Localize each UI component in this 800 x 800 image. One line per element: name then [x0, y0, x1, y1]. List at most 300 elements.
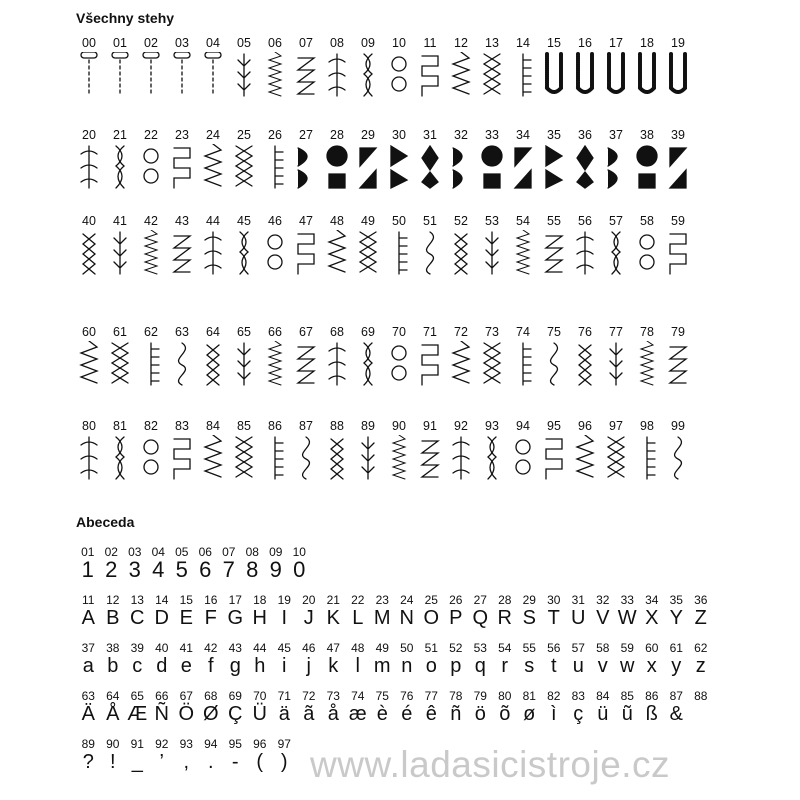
stitch-number: 56 [578, 214, 592, 228]
stitch-number: 91 [423, 419, 437, 433]
stitch-item [107, 36, 138, 96]
stitch-pattern-icon [635, 52, 659, 98]
stitch-number: 99 [671, 419, 685, 433]
stitch-number: 13 [485, 36, 499, 50]
alphabet-item [248, 690, 273, 725]
stitch-number: 32 [454, 128, 468, 142]
stitch-pattern-icon [604, 144, 628, 190]
alphabet-number: 48 [351, 641, 365, 655]
alphabet-glyph: ) [280, 751, 288, 773]
stitch-pattern-icon [232, 435, 256, 481]
alphabet-number: 83 [571, 689, 585, 703]
alphabet-number: 96 [253, 737, 267, 751]
stitch-item [324, 325, 355, 385]
alphabet-glyph: 8 [246, 557, 259, 582]
alphabet-item [76, 594, 101, 629]
alphabet-item [444, 594, 469, 629]
alphabet-item [150, 642, 175, 677]
alphabet-item [468, 594, 493, 629]
stitch-pattern-icon [356, 230, 380, 276]
stitch-item [355, 36, 386, 96]
stitch-item [324, 419, 355, 479]
alphabet-glyph: C [130, 607, 145, 629]
alphabet-number: 45 [277, 641, 291, 655]
alphabet-item [468, 690, 493, 725]
stitch-number: 72 [454, 325, 468, 339]
stitch-pattern-icon [77, 144, 101, 190]
alphabet-item [591, 642, 616, 677]
stitch-number: 44 [206, 214, 220, 228]
stitch-item [324, 214, 355, 274]
alphabet-number: 72 [302, 689, 316, 703]
stitch-pattern-icon [356, 144, 380, 190]
alphabet-item [248, 642, 273, 677]
stitch-pattern-icon [635, 341, 659, 387]
alphabet-number: 63 [81, 689, 95, 703]
alphabet-item [640, 594, 665, 629]
stitch-pattern-icon [170, 435, 194, 481]
stitch-item [603, 214, 634, 274]
stitch-pattern-icon [387, 144, 411, 190]
alphabet-glyph: N [399, 607, 414, 629]
alphabet-item [444, 642, 469, 677]
alphabet-number: 68 [204, 689, 218, 703]
alphabet-glyph: I [281, 607, 288, 629]
alphabet-item [76, 690, 101, 725]
alphabet-item [125, 642, 150, 677]
alphabet-glyph: Æ [127, 703, 148, 725]
alphabet-glyph: Q [472, 607, 489, 629]
alphabet-item [125, 738, 150, 773]
stitch-number: 22 [144, 128, 158, 142]
stitch-item [324, 128, 355, 188]
stitch-number: 86 [268, 419, 282, 433]
stitch-pattern-icon [263, 144, 287, 190]
stitches-heading: Všechny stehy [76, 10, 175, 26]
stitch-item [262, 128, 293, 188]
alphabet-glyph: k [328, 655, 339, 677]
stitch-pattern-icon [356, 52, 380, 98]
stitch-number: 58 [640, 214, 654, 228]
stitch-item [138, 419, 169, 479]
alphabet-glyph: ä [278, 703, 290, 725]
stitch-number: 34 [516, 128, 530, 142]
alphabet-item [272, 690, 297, 725]
stitch-number: 28 [330, 128, 344, 142]
stitch-item [541, 214, 572, 274]
stitch-item [293, 325, 324, 385]
alphabet-number: 66 [155, 689, 169, 703]
alphabet-item [615, 642, 640, 677]
alphabet-number: 39 [130, 641, 144, 655]
alphabet-number: 35 [669, 593, 683, 607]
stitch-number: 09 [361, 36, 375, 50]
alphabet-number: 71 [277, 689, 291, 703]
alphabet-glyph: ã [303, 703, 315, 725]
alphabet-item [123, 546, 147, 581]
stitch-item [169, 128, 200, 188]
stitch-pattern-icon [139, 341, 163, 387]
alphabet-item [272, 594, 297, 629]
stitch-item [510, 214, 541, 274]
alphabet-glyph: é [401, 703, 413, 725]
stitch-number: 61 [113, 325, 127, 339]
stitch-number: 93 [485, 419, 499, 433]
stitch-pattern-icon [294, 341, 318, 387]
stitch-pattern-icon [108, 341, 132, 387]
stitch-pattern-icon [635, 230, 659, 276]
alphabet-number: 49 [375, 641, 389, 655]
alphabet-glyph: - [231, 751, 239, 773]
watermark: www.ladasicistroje.cz [310, 744, 671, 785]
stitch-item [231, 36, 262, 96]
stitch-pattern-icon [573, 230, 597, 276]
alphabet-number: 04 [151, 545, 165, 559]
stitch-item [169, 36, 200, 96]
stitch-item [293, 36, 324, 96]
alphabet-heading: Abeceda [76, 514, 135, 530]
stitch-pattern-icon [480, 435, 504, 481]
stitch-item [231, 128, 262, 188]
alphabet-glyph: G [227, 607, 244, 629]
stitch-number: 30 [392, 128, 406, 142]
stitch-number: 97 [609, 419, 623, 433]
alphabet-number: 33 [620, 593, 634, 607]
alphabet-item [264, 546, 288, 581]
stitch-number: 75 [547, 325, 561, 339]
alphabet-glyph: M [373, 607, 391, 629]
stitch-pattern-icon [201, 435, 225, 481]
alphabet-glyph: z [695, 655, 706, 677]
stitch-item [386, 214, 417, 274]
stitch-number: 52 [454, 214, 468, 228]
alphabet-item [199, 642, 224, 677]
alphabet-item [101, 642, 126, 677]
alphabet-glyph: n [401, 655, 413, 677]
alphabet-glyph: q [474, 655, 486, 677]
stitch-pattern-icon [294, 230, 318, 276]
stitch-number: 18 [640, 36, 654, 50]
stitch-number: 62 [144, 325, 158, 339]
stitch-pattern-icon [356, 341, 380, 387]
alphabet-number: 73 [326, 689, 340, 703]
stitch-number: 27 [299, 128, 313, 142]
alphabet-number: 38 [106, 641, 120, 655]
alphabet-item [395, 594, 420, 629]
alphabet-item [689, 642, 714, 677]
stitch-item [355, 325, 386, 385]
alphabet-number: 82 [547, 689, 561, 703]
alphabet-number: 79 [473, 689, 487, 703]
stitch-pattern-icon [294, 144, 318, 190]
stitch-item [386, 36, 417, 96]
stitch-number: 31 [423, 128, 437, 142]
stitch-number: 41 [113, 214, 127, 228]
stitch-pattern-icon [573, 341, 597, 387]
stitch-item [448, 325, 479, 385]
stitch-item [603, 128, 634, 188]
alphabet-glyph: m [373, 655, 391, 677]
alphabet-number: 97 [277, 737, 291, 751]
stitch-number: 48 [330, 214, 344, 228]
stitch-pattern-icon [511, 52, 535, 98]
alphabet-number: 70 [253, 689, 267, 703]
alphabet-glyph: Ö [178, 703, 195, 725]
alphabet-number: 20 [302, 593, 316, 607]
alphabet-number: 87 [669, 689, 683, 703]
stitch-item [479, 128, 510, 188]
stitch-item [200, 128, 231, 188]
stitch-number: 70 [392, 325, 406, 339]
stitch-pattern-icon [573, 144, 597, 190]
stitch-pattern-icon [294, 435, 318, 481]
alphabet-number: 24 [400, 593, 414, 607]
alphabet-item [241, 546, 265, 581]
alphabet-item [640, 642, 665, 677]
stitch-item [510, 36, 541, 96]
alphabet-item [223, 594, 248, 629]
stitch-item [417, 128, 448, 188]
stitch-number: 81 [113, 419, 127, 433]
stitch-pattern-icon [108, 435, 132, 481]
stitch-item [417, 36, 448, 96]
alphabet-glyph: 2 [105, 557, 118, 582]
stitch-item [231, 419, 262, 479]
alphabet-item [591, 690, 616, 725]
alphabet-item [689, 594, 714, 629]
alphabet-number: 03 [128, 545, 142, 559]
alphabet-number: 11 [82, 593, 95, 607]
alphabet-glyph: p [450, 655, 462, 677]
stitch-number: 04 [206, 36, 220, 50]
alphabet-glyph: 0 [293, 557, 306, 582]
stitch-pattern-icon [170, 341, 194, 387]
alphabet-item [419, 594, 444, 629]
alphabet-number: 43 [228, 641, 242, 655]
alphabet-number: 95 [228, 737, 242, 751]
stitch-number: 96 [578, 419, 592, 433]
stitch-number: 35 [547, 128, 561, 142]
alphabet-item [664, 690, 689, 725]
alphabet-glyph: i [282, 655, 287, 677]
stitch-item [448, 128, 479, 188]
alphabet-glyph: D [154, 607, 169, 629]
stitch-number: 33 [485, 128, 499, 142]
stitch-number: 95 [547, 419, 561, 433]
alphabet-glyph: H [252, 607, 267, 629]
stitch-pattern-icon [170, 144, 194, 190]
alphabet-number: 30 [547, 593, 561, 607]
stitch-number: 14 [516, 36, 530, 50]
stitch-number: 24 [206, 128, 220, 142]
stitch-item [138, 36, 169, 96]
stitch-item [76, 325, 107, 385]
alphabet-item [297, 642, 322, 677]
stitch-item [107, 419, 138, 479]
stitch-grid [76, 36, 696, 498]
stitch-pattern-icon [604, 52, 628, 98]
stitch-number: 74 [516, 325, 530, 339]
stitch-item [262, 214, 293, 274]
alphabet-number: 75 [375, 689, 389, 703]
alphabet-item [125, 690, 150, 725]
alphabet-item [664, 642, 689, 677]
alphabet-number: 31 [571, 593, 585, 607]
alphabet-item [248, 738, 273, 773]
stitch-item [572, 214, 603, 274]
stitch-row [76, 214, 696, 274]
alphabet-item [76, 546, 100, 581]
stitch-item [417, 419, 448, 479]
stitch-number: 39 [671, 128, 685, 142]
alphabet-number: 02 [104, 545, 118, 559]
alphabet-item [223, 642, 248, 677]
stitch-number: 46 [268, 214, 282, 228]
stitch-pattern-icon [325, 435, 349, 481]
alphabet-item [615, 594, 640, 629]
alphabet-glyph: v [597, 655, 608, 677]
stitch-item [448, 419, 479, 479]
stitch-item [479, 36, 510, 96]
alphabet-number: 53 [473, 641, 487, 655]
alphabet-number: 59 [620, 641, 634, 655]
stitch-pattern-icon [449, 230, 473, 276]
stitch-item [665, 128, 696, 188]
stitch-item [386, 325, 417, 385]
alphabet-glyph: b [107, 655, 119, 677]
stitch-number: 87 [299, 419, 313, 433]
stitch-item [572, 128, 603, 188]
stitch-pattern-icon [480, 341, 504, 387]
alphabet-glyph: P [449, 607, 463, 629]
stitch-number: 25 [237, 128, 251, 142]
stitch-item [541, 325, 572, 385]
stitch-item [541, 419, 572, 479]
stitch-pattern-icon [666, 435, 690, 481]
stitch-pattern-icon [418, 341, 442, 387]
alphabet-item [147, 546, 171, 581]
alphabet-glyph: F [204, 607, 217, 629]
stitch-number: 83 [175, 419, 189, 433]
alphabet-number: 09 [269, 545, 283, 559]
alphabet-item [370, 690, 395, 725]
alphabet-number: 85 [620, 689, 634, 703]
alphabet-number: 55 [522, 641, 536, 655]
alphabet-item [591, 594, 616, 629]
stitch-pattern-icon [139, 144, 163, 190]
stitch-number: 11 [423, 36, 437, 50]
alphabet-glyph: f [207, 655, 214, 677]
stitch-item [107, 325, 138, 385]
stitch-item [510, 325, 541, 385]
alphabet-item [517, 642, 542, 677]
stitch-item [76, 419, 107, 479]
alphabet-glyph: E [179, 607, 193, 629]
alphabet-number: 90 [106, 737, 120, 751]
alphabet-glyph: ü [597, 703, 609, 725]
alphabet-glyph: 3 [128, 557, 141, 582]
stitch-pattern-icon [449, 435, 473, 481]
alphabet-glyph: ç [573, 703, 584, 725]
stitch-number: 60 [82, 325, 96, 339]
stitch-number: 06 [268, 36, 282, 50]
stitch-item [169, 419, 200, 479]
alphabet-number: 50 [400, 641, 414, 655]
alphabet-item [100, 546, 124, 581]
alphabet-glyph: 4 [152, 557, 165, 582]
stitch-number: 80 [82, 419, 96, 433]
alphabet-glyph: Z [694, 607, 707, 629]
alphabet-row [76, 594, 724, 636]
stitch-pattern-icon [542, 144, 566, 190]
stitch-number: 43 [175, 214, 189, 228]
alphabet-number: 42 [204, 641, 218, 655]
stitch-pattern-icon [201, 144, 225, 190]
stitch-pattern-icon [666, 341, 690, 387]
stitch-number: 12 [454, 36, 468, 50]
stitch-item [541, 36, 572, 96]
alphabet-number: 76 [400, 689, 414, 703]
alphabet-item [566, 642, 591, 677]
alphabet-item [542, 642, 567, 677]
alphabet-item [321, 594, 346, 629]
alphabet-item [493, 690, 518, 725]
stitch-number: 17 [609, 36, 623, 50]
stitch-pattern-icon [387, 435, 411, 481]
alphabet-number: 37 [81, 641, 95, 655]
alphabet-number: 07 [222, 545, 236, 559]
stitch-pattern-icon [201, 341, 225, 387]
alphabet-number: 08 [245, 545, 259, 559]
alphabet-number: 56 [547, 641, 561, 655]
alphabet-item [395, 642, 420, 677]
alphabet-glyph: å [327, 703, 339, 725]
stitch-number: 08 [330, 36, 344, 50]
alphabet-glyph: B [106, 607, 120, 629]
stitch-number: 57 [609, 214, 623, 228]
stitch-item [76, 128, 107, 188]
stitch-pattern-icon [573, 435, 597, 481]
stitch-pattern-icon [77, 52, 101, 98]
alphabet-item [346, 690, 371, 725]
alphabet-glyph: Ñ [154, 703, 169, 725]
alphabet-number: 40 [155, 641, 169, 655]
stitch-number: 54 [516, 214, 530, 228]
alphabet-item [517, 690, 542, 725]
alphabet-item [493, 594, 518, 629]
alphabet-item [517, 594, 542, 629]
stitch-item [262, 325, 293, 385]
stitch-pattern-icon [263, 52, 287, 98]
stitch-pattern-icon [542, 341, 566, 387]
stitch-item [572, 36, 603, 96]
alphabet-number: 86 [645, 689, 659, 703]
stitch-pattern-icon [77, 230, 101, 276]
alphabet-number: 44 [253, 641, 267, 655]
alphabet-number: 78 [449, 689, 463, 703]
alphabet-glyph: , [183, 751, 190, 773]
alphabet-number: 22 [351, 593, 365, 607]
alphabet-item [297, 594, 322, 629]
stitch-row [76, 36, 696, 96]
stitch-item [572, 325, 603, 385]
alphabet-number: 61 [669, 641, 683, 655]
stitch-number: 00 [82, 36, 96, 50]
stitch-pattern-icon [480, 144, 504, 190]
alphabet-item [272, 642, 297, 677]
stitch-number: 90 [392, 419, 406, 433]
stitch-number: 26 [268, 128, 282, 142]
